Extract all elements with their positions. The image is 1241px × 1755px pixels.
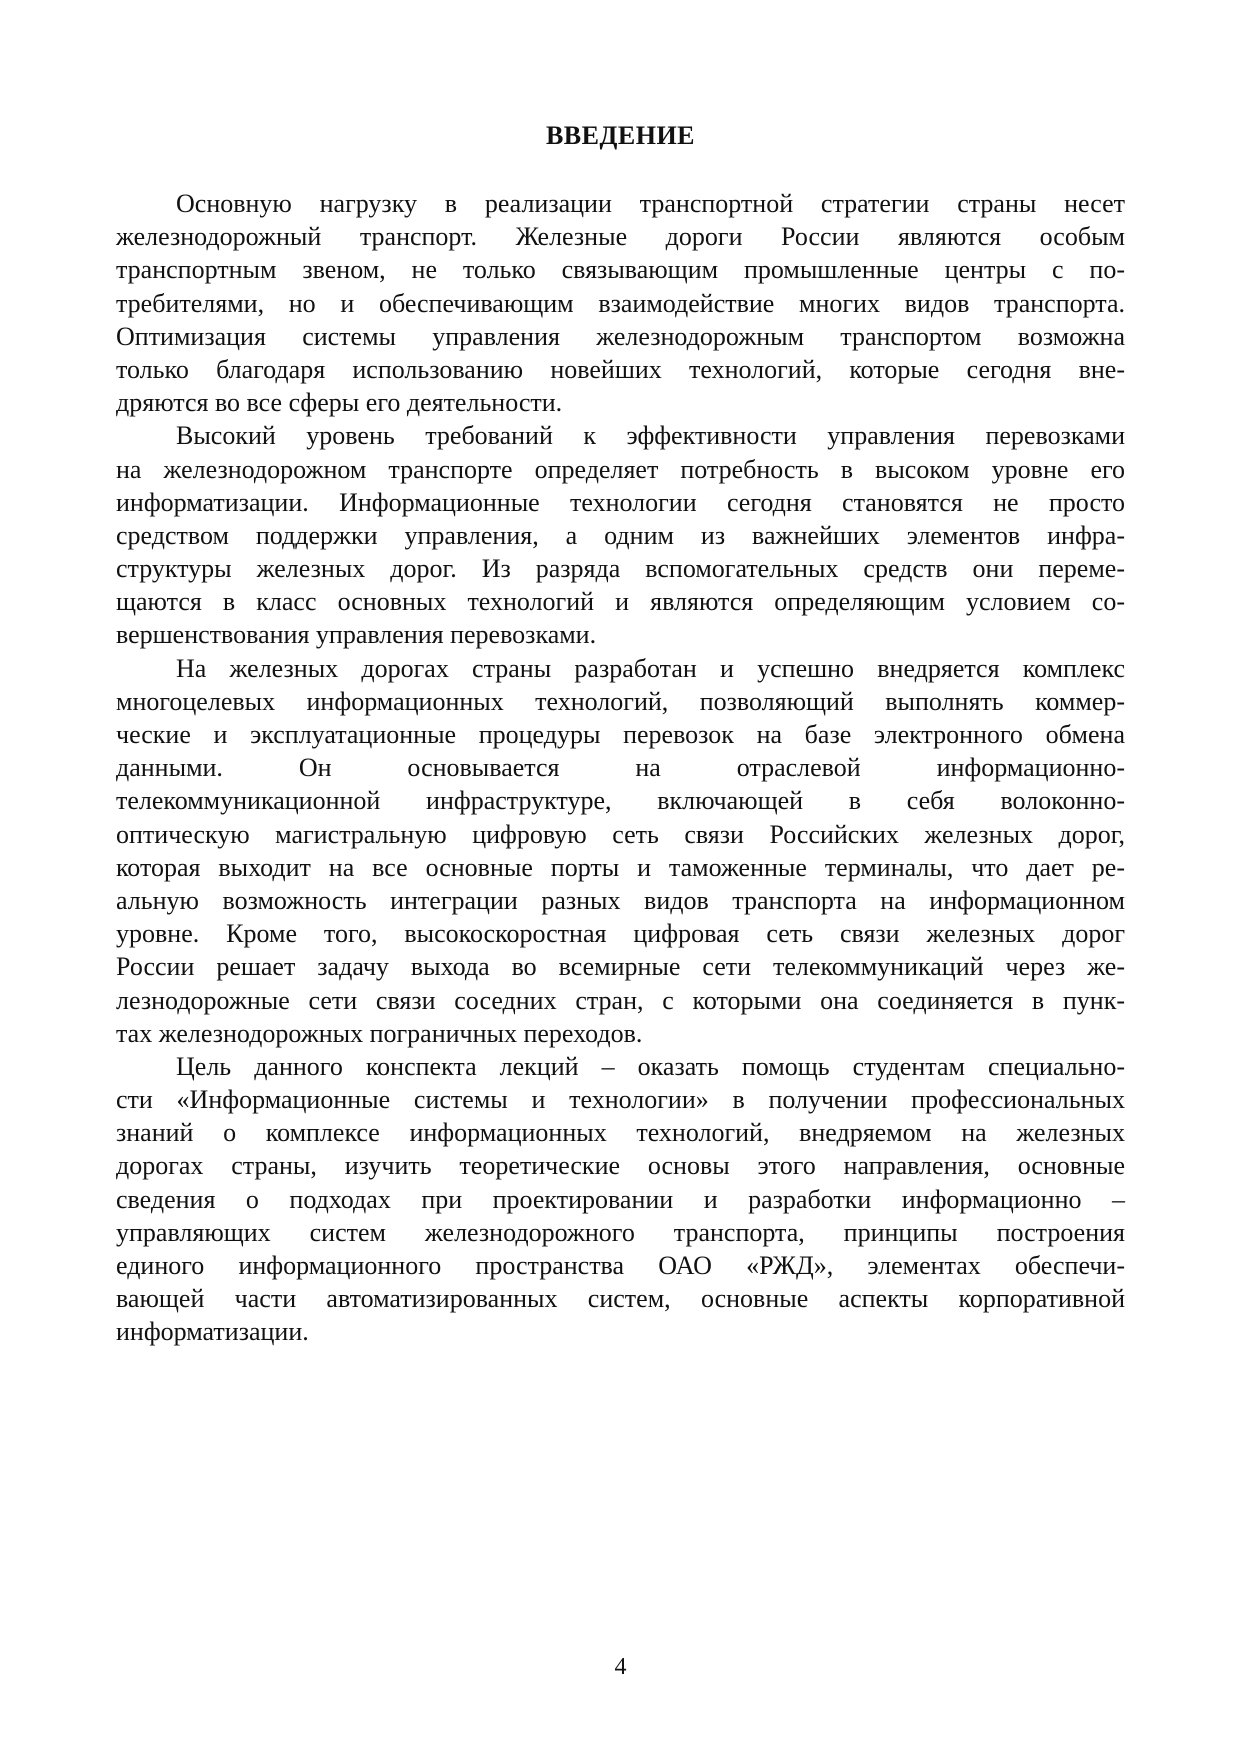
text-line: уровне. Кроме того, высокоскоростная цифровая сеть связи железных дорог xyxy=(116,919,1125,949)
text-line: Оптимизация системы управления железнодорожным транспортом возможна xyxy=(116,321,1125,351)
text-line: единого информационного пространства ОАО «РЖД», элементах обеспечи- xyxy=(116,1251,1125,1280)
text-line: щаются в класс основных технологий и являются определяющим условием со- xyxy=(116,587,1125,617)
page-number: 4 xyxy=(614,1654,627,1680)
text-line: тах железнодорожных пограничных переходов. xyxy=(116,1018,643,1048)
page-title: ВВЕДЕНИЕ xyxy=(545,121,696,150)
text-line: лезнодорожные сети связи соседних стран, с которыми она соединяется в пунк- xyxy=(116,985,1125,1015)
text-line: дряются во все сферы его деятельности. xyxy=(116,388,563,418)
text-line: ческие и эксплуатационные процедуры перевозок на базе электронного обмена xyxy=(116,720,1125,749)
text-line: вающей части автоматизированных систем, основные аспекты корпоративной xyxy=(116,1284,1125,1314)
paragraph-4 xyxy=(116,1050,1125,1349)
paragraph-1 xyxy=(116,187,1125,419)
text-line: многоцелевых информационных технологий, позволяющий выполнять коммер- xyxy=(116,686,1125,716)
paragraph-3 xyxy=(116,652,1125,1050)
text-line: Высокий уровень требований к эффективности управления перевозками xyxy=(176,421,1125,451)
body-text xyxy=(116,187,1125,1349)
text-line: сти «Информационные системы и технологии» в получении профессиональных xyxy=(116,1085,1125,1115)
paragraph-2 xyxy=(116,419,1125,651)
text-line: железнодорожный транспорт. Железные дороги России являются особым xyxy=(116,222,1125,252)
text-line: информатизации. Информационные технологии сегодня становятся не просто xyxy=(116,487,1125,517)
text-line: требителями, но и обеспечивающим взаимодействие многих видов транспорта. xyxy=(116,288,1125,318)
text-line: данными. Он основывается на отраслевой информационно- xyxy=(116,753,1125,783)
text-line: управляющих систем железнодорожного транспорта, принципы построения xyxy=(116,1217,1125,1247)
text-line: Цель данного конспекта лекций – оказать помощь студентам специально- xyxy=(176,1051,1125,1081)
text-line: только благодаря использованию новейших технологий, которые сегодня вне- xyxy=(116,354,1125,384)
text-line: дорогах страны, изучить теоретические основы этого направления, основные xyxy=(116,1151,1125,1181)
text-line: которая выходит на все основные порты и таможенные терминалы, что дает ре- xyxy=(116,852,1125,882)
text-line: оптическую магистральную цифровую сеть связи Российских железных дорог, xyxy=(116,819,1125,849)
text-line: сведения о подходах при проектировании и разработки информационно – xyxy=(116,1184,1125,1214)
text-line: России решает задачу выхода во всемирные сети телекоммуникаций через же- xyxy=(116,952,1125,982)
text-line: альную возможность интеграции разных видов транспорта на информационном xyxy=(116,885,1125,915)
text-line: транспортным звеном, не только связывающим промышленные центры с по- xyxy=(116,255,1125,285)
text-line: знаний о комплексе информационных технологий, внедряемом на железных xyxy=(116,1118,1125,1148)
text-line: структуры железных дорог. Из разряда вспомогательных средств они переме- xyxy=(116,554,1125,584)
text-line: телекоммуникационной инфраструктуре, включающей в себя волоконно- xyxy=(116,786,1125,816)
text-line: Основную нагрузку в реализации транспортной стратегии страны несет xyxy=(176,189,1125,218)
text-line: вершенствования управления перевозками. xyxy=(116,620,597,650)
text-line: информатизации. xyxy=(116,1317,309,1347)
text-line: средством поддержки управления, а одним из важнейших элементов инфра- xyxy=(116,520,1125,550)
text-line: на железнодорожном транспорте определяет потребность в высоком уровне его xyxy=(116,454,1125,484)
text-line: На железных дорогах страны разработан и успешно внедряется комплекс xyxy=(176,653,1125,683)
